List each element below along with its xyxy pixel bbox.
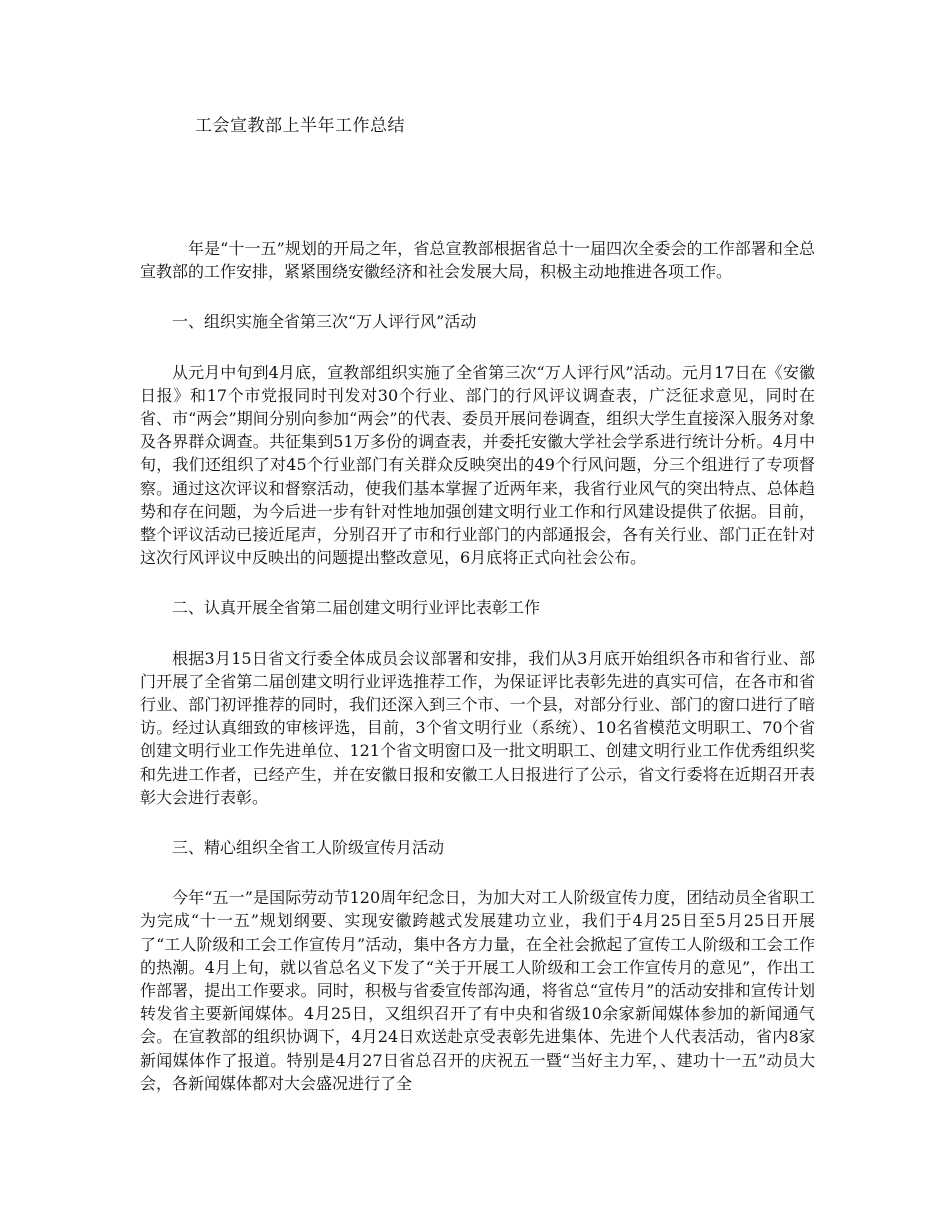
section-heading-3: 三、精心组织全省工人阶级宣传月活动 (172, 838, 445, 858)
document-title: 工会宣教部上半年工作总结 (195, 116, 405, 136)
section-paragraph-2: 根据3月15日省文行委全体成员会议部署和安排，我们从3月底开始组织各市和省行业、部门开展了全省第二届创建文明行业评选推荐工作，为保证评比表彰先进的真实可信，在各市和省行业、部门初评推荐的同时，我们还深入到三个市、一个县，对部分行业、部门的窗口进行了暗访。经过认真细致的审核评选，目前，3个省文明行业（系统）、10名省模范文明职工、70个省创建文明行业工作先进单位、121个省文明窗口及一批文明职工、创建文明行业工作优秀组织奖和先进工作者，已经产生，并在安徽日报和安徽工人日报进行了公示，省文行委将在近期召开表彰大会进行表彰。 (140, 648, 815, 807)
section-paragraph-1: 从元月中旬到4月底，宣教部组织实施了全省第三次“万人评行风”活动。元月17日在《安徽日报》和17个市党报同时刊发对30个行业、部门的行风评议调查表，广泛征求意见，同时在省、市“两会”期间分别向参加“两会”的代表、委员开展问卷调查，组织大学生直接深入服务对象及各界群众调查。共征集到51万多份的调查表，并委托安徽大学社会学系进行统计分析。4月中旬，我们还组织了对45个行业部门有关群众反映突出的49个行风问题，分三个组进行了专项督察。通过这次评议和督察活动，使我们基本掌握了近两年来，我省行业风气的突出特点、总体趋势和存在问题，为今后进一步有针对性地加强创建文明行业工作和行风建设提供了依据。目前，整个评议活动已接近尾声，分别召开了市和行业部门的内部通报会，各有关行业、部门正在针对这次行风评议中反映出的问题提出整改意见，6月底将正式向社会公布。 (140, 362, 815, 568)
section-heading-2: 二、认真开展全省第二届创建文明行业评比表彰工作 (172, 598, 541, 618)
section-heading-1: 一、组织实施全省第三次“万人评行风”活动 (172, 312, 477, 332)
section-paragraph-3: 今年“五一”是国际劳动节120周年纪念日，为加大对工人阶级宣传力度，团结动员全省职工为完成“十一五”规划纲要、实现安徽跨越式发展建功立业，我们于4月25日至5月25日开展了“工人阶级和工会工作宣传月”活动，集中各方力量，在全社会掀起了宣传工人阶级和工会工作的热潮。4月上旬，就以省总名义下发了“关于开展工人阶级和工会工作宣传月的意见”，作出工作部署，提出工作要求。同时，积极与省委宣传部沟通，将省总“宣传月”的活动安排和宣传计划转发省主要新闻媒体。4月25日，又组织召开了有中央和省级10余家新闻媒体参加的新闻通气会。在宣教部的组织协调下，4月24日欢送赴京受表彰先进集体、先进个人代表活动，省内8家新闻媒体作了报道。特别是4月27日省总召开的庆祝五一暨“当好主力军，、建功十一五”动员大会，各新闻媒体都对大会盛况进行了全 (140, 888, 815, 1093)
intro-paragraph: 年是“十一五”规划的开局之年，省总宣教部根据省总十一届四次全委会的工作部署和全总宣教部的工作安排，紧紧围绕安徽经济和社会发展大局，积极主动地推进各项工作。 (140, 239, 815, 282)
document-body (140, 237, 815, 1122)
